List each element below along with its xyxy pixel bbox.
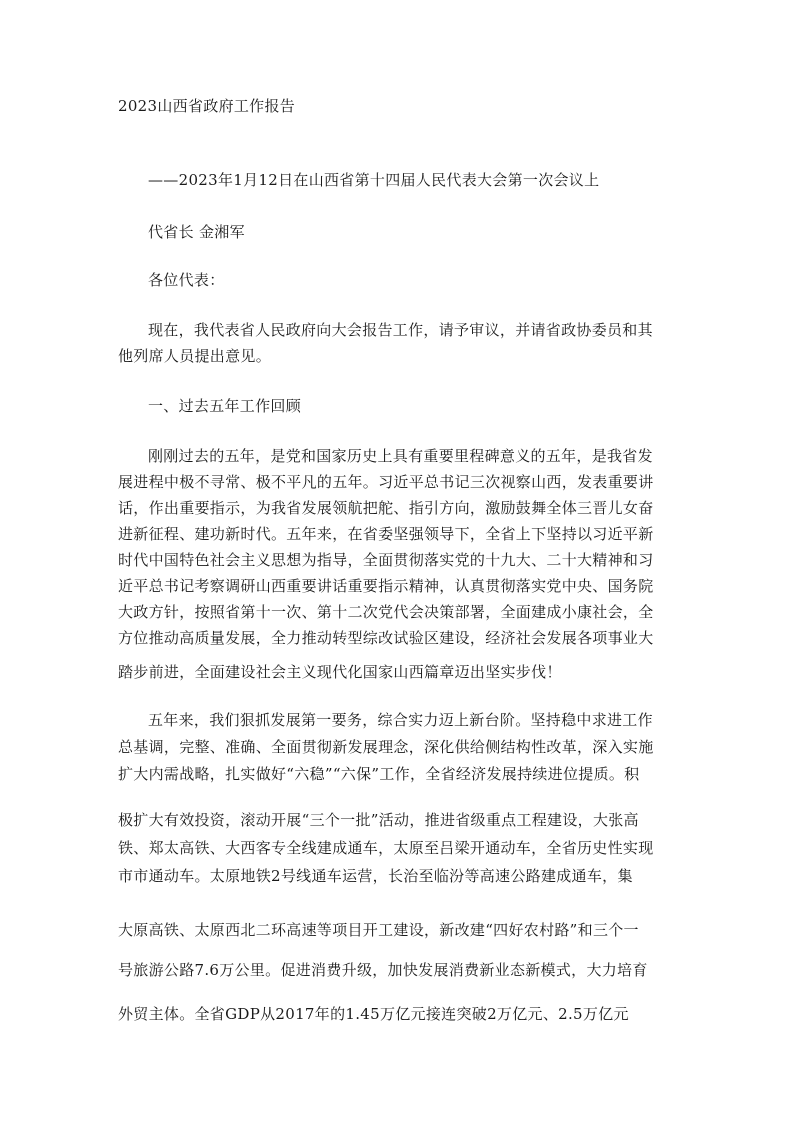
paragraph-line: 刚刚过去的五年，是党和国家历史上具有重要里程碑意义的五年，是我省发	[148, 447, 653, 465]
paragraph-line: 时代中国特色社会主义思想为指导，全面贯彻落实党的十九大、二十大精神和习	[118, 551, 654, 569]
paragraph-line: 方位推动高质量发展，全力推动转型综改试验区建设，经济社会发展各项事业大	[118, 629, 654, 647]
paragraph-line: 极扩大有效投资，滚动开展“三个一批”活动，推进省级重点工程建设，大张高	[118, 811, 639, 829]
paragraph-line: 扩大内需战略，扎实做好“六稳”“六保”工作，全省经济发展持续进位提质。积	[118, 765, 640, 783]
document-subtitle: ——2023年1月12日在山西省第十四届人民代表大会第一次会议上	[148, 171, 600, 189]
paragraph-line: 外贸主体。全省GDP从2017年的1.45万亿元接连突破2万亿元、2.5万亿元	[118, 1005, 629, 1023]
intro-line: 他列席人员提出意见。	[118, 347, 272, 365]
paragraph-line: 市市通动车。太原地铁2号线通车运营，长治至临汾等高速公路建成通车，集	[118, 867, 633, 885]
paragraph-line: 进新征程、建功新时代。五年来，在省委坚强领导下，全省上下坚持以习近平新	[118, 525, 654, 543]
section-heading: 一、过去五年工作回顾	[148, 397, 302, 415]
intro-line: 现在，我代表省人民政府向大会报告工作，请予审议，并请省政协委员和其	[148, 321, 653, 339]
speaker-line: 代省长 金湘军	[148, 223, 245, 241]
paragraph-line: 话，作出重要指示，为我省发展领航把舵、指引方向，激励鼓舞全体三晋儿女奋	[118, 499, 654, 517]
paragraph-line: 近平总书记考察调研山西重要讲话重要指示精神，认真贯彻落实党中央、国务院	[118, 577, 654, 595]
paragraph-line: 大原高铁、太原西北二环高速等项目开工建设，新改建“四好农村路”和三个一	[118, 921, 639, 939]
paragraph-line: 大政方针，按照省第十一次、第十二次党代会决策部署，全面建成小康社会，全	[118, 603, 654, 621]
paragraph-line: 踏步前进，全面建设社会主义现代化国家山西篇章迈出坚实步伐！	[118, 663, 562, 681]
paragraph-line: 五年来，我们狠抓发展第一要务，综合实力迈上新台阶。坚持稳中求进工作	[148, 711, 653, 729]
paragraph-line: 总基调，完整、准确、全面贯彻新发展理念，深化供给侧结构性改革，深入实施	[118, 738, 654, 756]
paragraph-line: 铁、郑太高铁、大西客专全线建成通车，太原至吕梁开通动车，全省历史性实现	[118, 839, 654, 857]
paragraph-line: 展进程中极不寻常、极不平凡的五年。习近平总书记三次视察山西，发表重要讲	[118, 473, 654, 491]
document-title: 2023山西省政府工作报告	[118, 97, 296, 115]
paragraph-line: 号旅游公路7.6万公里。促进消费升级，加快发展消费新业态新模式，大力培育	[118, 961, 648, 979]
greeting: 各位代表：	[148, 271, 225, 289]
